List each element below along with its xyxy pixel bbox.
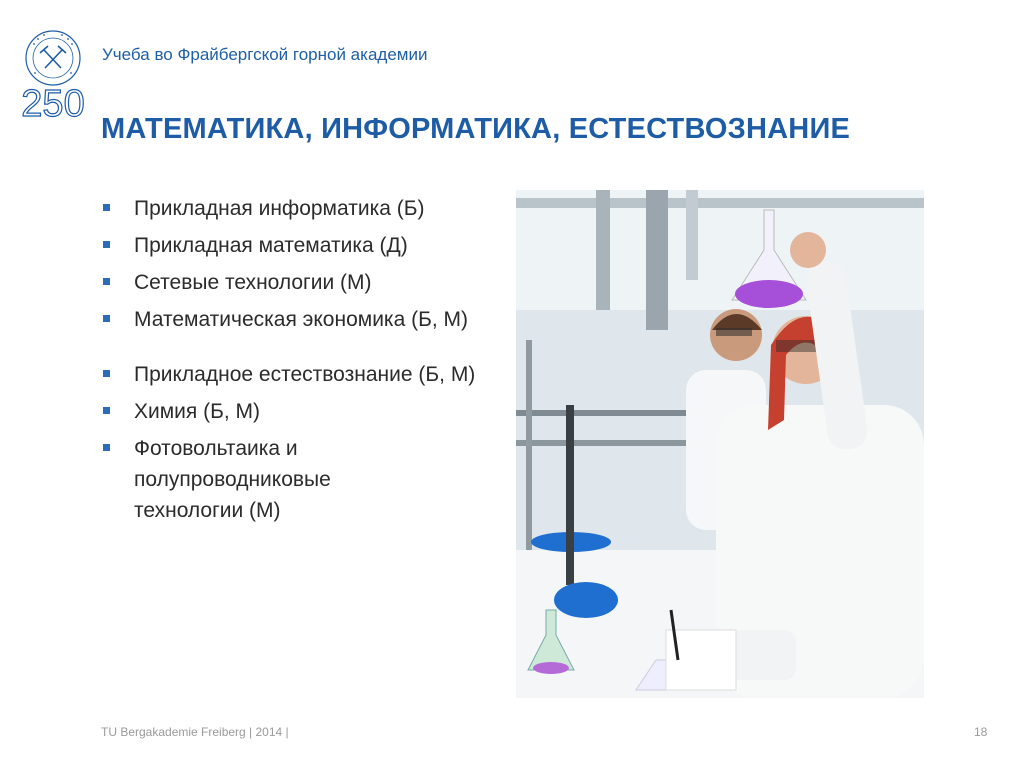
bullet-item	[103, 267, 503, 298]
crossed-hammers-icon	[40, 46, 66, 68]
bullet-square-icon	[103, 204, 110, 211]
bullet-square-icon	[103, 315, 110, 322]
lab-photo	[516, 190, 924, 698]
bullet-text: Прикладная информатика (Б)	[134, 197, 425, 220]
bullet-item	[103, 396, 503, 427]
bullet-text: Математическая экономика (Б, М)	[134, 308, 469, 331]
tu-freiberg-250-logo	[8, 28, 98, 120]
bullet-square-icon	[103, 370, 110, 377]
bullet-square-icon	[103, 407, 110, 414]
bullet-text: Химия (Б, М)	[134, 400, 261, 423]
bullet-item	[103, 359, 503, 390]
bullet-item	[103, 230, 503, 261]
slide-title: МАТЕМАТИКА, ИНФОРМАТИКА, ЕСТЕСТВОЗНАНИЕ	[101, 113, 851, 145]
bullet-text: Прикладная математика (Д)	[134, 234, 408, 257]
bullet-square-icon	[103, 444, 110, 451]
bullet-square-icon	[103, 278, 110, 285]
bullet-item	[103, 304, 503, 335]
footer: TU Bergakademie Freiberg | 2014 |	[101, 725, 289, 739]
bullet-text: Прикладное естествознание (Б, М)	[134, 363, 476, 386]
bullet-item	[103, 193, 503, 224]
bullet-item	[103, 433, 503, 526]
page-number: 18	[974, 725, 988, 739]
header-subtitle: Учеба во Фрайбергской горной академии	[102, 45, 428, 64]
bullet-square-icon	[103, 241, 110, 248]
bullet-text: Сетевые технологии (М)	[134, 271, 372, 294]
bullet-text: Фотовольтаика и полупроводниковые технологии (М)	[134, 437, 331, 522]
bullet-list	[103, 193, 503, 532]
logo-number: 250	[21, 83, 85, 120]
